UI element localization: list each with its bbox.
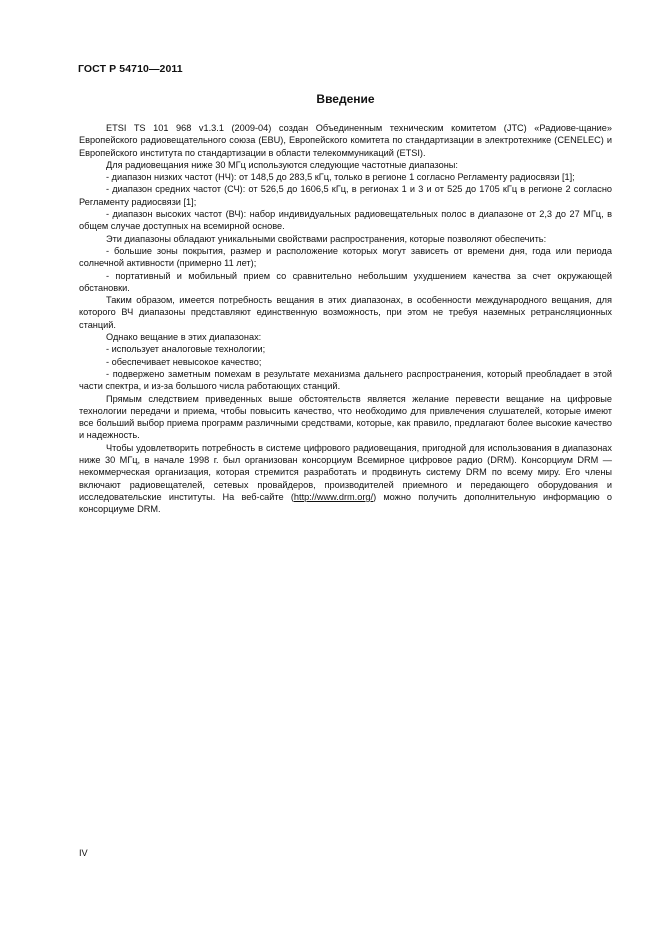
list-item-low-quality: - обеспечивает невысокое качество; bbox=[106, 356, 262, 367]
document-header-standard-id: ГОСТ Р 54710—2011 bbox=[78, 63, 183, 75]
list-item-coverage: - большие зоны покрытия, размер и расположение которых могут зависеть от времени дня, года или периода солнечной активности (примерно 11 лет); bbox=[79, 245, 612, 269]
paragraph-digital-transition: Прямым следствием приведенных выше обстоятельств является желание перевести вещание на цифровые технологии передачи и приема, чтобы повысить качество, что необходимо для привлечения слушателей, которые имеют все больший выбор приема программ различными средствами, которые, как правило, предлагают более высокие качество и надежность. bbox=[79, 393, 612, 441]
list-item-hf-band: - диапазон высоких частот (ВЧ): набор индивидуальных радиовещательных полос в диапазоне от 2,3 до 27 МГц, в общем случае доступных на всемирной основе. bbox=[79, 209, 612, 232]
page-title: Введение bbox=[316, 92, 375, 106]
paragraph-frequency-bands-intro: Для радиовещания ниже 30 МГц используются следующие частотные диапазоны: bbox=[106, 159, 458, 170]
drm-text-before-link: Чтобы удовлетворить потребность в системе цифрового радиовещания, пригодной для использования в диапазонах ниже 30 МГц, в начале 1998 г. был организован консорциум Всемирное цифровое радио (DRM). Консорциум DRM — некоммерческая организация, которая стремится разработать и продвинуть систему DRM по всему миру. Его члены включают радиовещателей, сетевых провайдеров, производителей приемного и передающего оборудования и исследовательские институты. На веб-сайте ( bbox=[79, 442, 612, 502]
list-item-lf-band: - диапазон низких частот (НЧ): от 148,5 до 283,5 кГц, только в регионе 1 согласно Регламенту радиосвязи [1]; bbox=[106, 172, 575, 183]
page-number: IV bbox=[79, 848, 88, 858]
list-item-portable-reception: - портативный и мобильный прием со сравнительно небольшим ухудшением качества за счет окружающей обстановки. bbox=[79, 270, 612, 293]
document-body bbox=[79, 122, 612, 516]
paragraph-international-broadcasting: Таким образом, имеется потребность вещания в этих диапазонах, в особенности международного вещания, для которого ВЧ диапазоны представляют единственную возможность, при этом не требуя наземных ретрансляционных станций. bbox=[79, 295, 612, 330]
list-item-mf-band: - диапазон средних частот (СЧ): от 526,5 до 1606,5 кГц, в регионах 1 и 3 и от 525 до 1705 кГц в регионе 2 согласно Регламенту радиосвязи [1]; bbox=[79, 184, 612, 207]
paragraph-propagation-intro: Эти диапазоны обладают уникальными свойствами распространения, которые позволяют обеспечить: bbox=[106, 233, 547, 244]
list-item-interference: - подвержено заметным помехам в результате механизма дальнего распространения, который преобладает в этой части спектра, и из-за большого числа работающих станций. bbox=[79, 368, 612, 392]
paragraph-etsi-origin: ETSI TS 101 968 v1.3.1 (2009-04) создан Объединенным техническим комитетом (JTC) «Радиове-щание» Европейского радиовещательного союза (EBU), Европейского комитета по стандартизации в электротехнике (CENELEC) и Европейского института по стандартизации в области телекоммуникаций (ETSI). bbox=[79, 123, 612, 158]
drm-text-after-link: ) можно получить дополнительную информацию о консорциуме DRM. bbox=[79, 491, 612, 515]
drm-website-link[interactable]: http://www.drm.org/ bbox=[293, 491, 374, 502]
list-item-analog-tech: - использует аналоговые технологии; bbox=[106, 344, 266, 355]
paragraph-drm-consortium bbox=[79, 442, 612, 516]
paragraph-limitations-intro: Однако вещание в этих диапазонах: bbox=[106, 332, 262, 343]
